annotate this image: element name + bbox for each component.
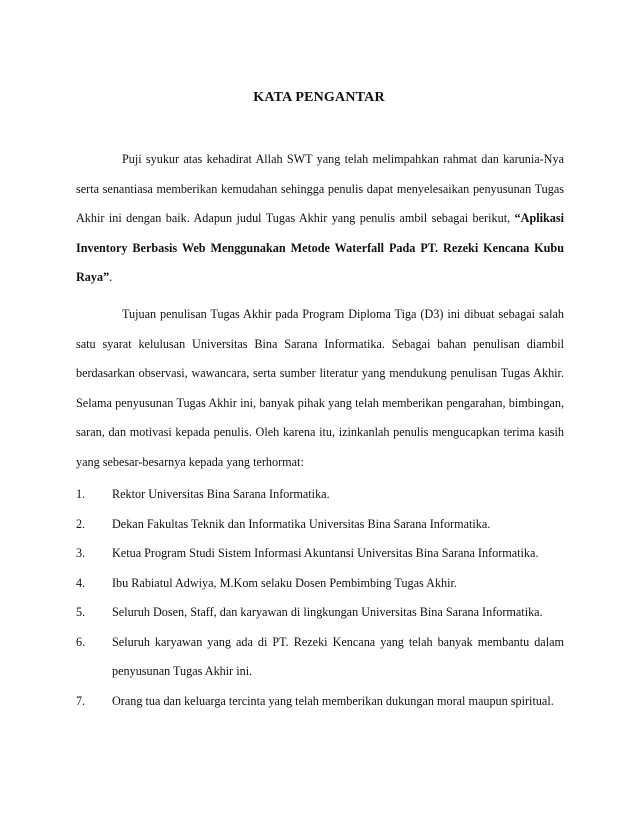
list-item bbox=[76, 480, 564, 510]
list-text: Seluruh karyawan yang ada di PT. Rezeki Kencana yang telah banyak membantu dalam penyusunan Tugas Akhir ini. bbox=[112, 634, 564, 678]
list-item bbox=[76, 539, 564, 569]
paragraph-intro bbox=[76, 145, 564, 293]
list-item bbox=[76, 510, 564, 540]
intro-text-end: . bbox=[109, 270, 113, 284]
list-item bbox=[76, 569, 564, 599]
list-number: 1. bbox=[76, 487, 86, 501]
list-text: Seluruh Dosen, Staff, dan karyawan di lingkungan Universitas Bina Sarana Informatika. bbox=[112, 605, 543, 619]
list-number: 6. bbox=[76, 634, 86, 649]
list-number: 2. bbox=[76, 516, 86, 531]
list-number: 4. bbox=[76, 575, 86, 590]
list-text: Ibu Rabiatul Adwiya, M.Kom selaku Dosen Pembimbing Tugas Akhir. bbox=[112, 575, 457, 590]
acknowledgement-list bbox=[76, 480, 564, 716]
list-item bbox=[76, 687, 564, 717]
intro-text: Puji syukur atas kehadirat Allah SWT yang telah melimpahkan rahmat dan karunia-Nya serta senantiasa memberikan kemudahan sehingga penulis dapat menyelesaikan penyusunan Tugas Akhir ini dengan baik. Adapun judul Tugas Akhir yang penulis ambil sebagai berikut, bbox=[76, 152, 564, 225]
thesis-title: “Aplikasi Inventory Berbasis Web Menggunakan Metode Waterfall Pada PT. Rezeki Kencana Kubu Raya” bbox=[76, 211, 564, 284]
list-text: Dekan Fakultas Teknik dan Informatika Universitas Bina Sarana Informatika. bbox=[112, 516, 491, 531]
list-item bbox=[76, 628, 564, 687]
list-text: Ketua Program Studi Sistem Informasi Akuntansi Universitas Bina Sarana Informatika. bbox=[112, 546, 539, 560]
list-text: Rektor Universitas Bina Sarana Informatika. bbox=[112, 487, 330, 501]
list-number: 5. bbox=[76, 605, 86, 619]
paragraph-purpose: Tujuan penulisan Tugas Akhir pada Program Diploma Tiga (D3) ini dibuat sebagai salah satu syarat kelulusan Universitas Bina Sarana Informatika. Sebagai bahan penulisan diambil berdasarkan observasi, wawancara, serta sumber literatur yang mendukung penulisan Tugas Akhir. Selama penyusunan Tugas Akhir ini, banyak pihak yang telah memberikan pengarahan, bimbingan, saran, dan motivasi kepada penulis. Oleh karena itu, izinkanlah penulis mengucapkan terima kasih yang sebesar-besarnya kepada yang terhormat: bbox=[76, 307, 564, 469]
list-text: Orang tua dan keluarga tercinta yang telah memberikan dukungan moral maupun spiritual. bbox=[112, 693, 554, 708]
list-number: 3. bbox=[76, 546, 86, 560]
list-number: 7. bbox=[76, 693, 86, 708]
page-title: KATA PENGANTAR bbox=[253, 90, 385, 105]
list-item bbox=[76, 598, 564, 628]
